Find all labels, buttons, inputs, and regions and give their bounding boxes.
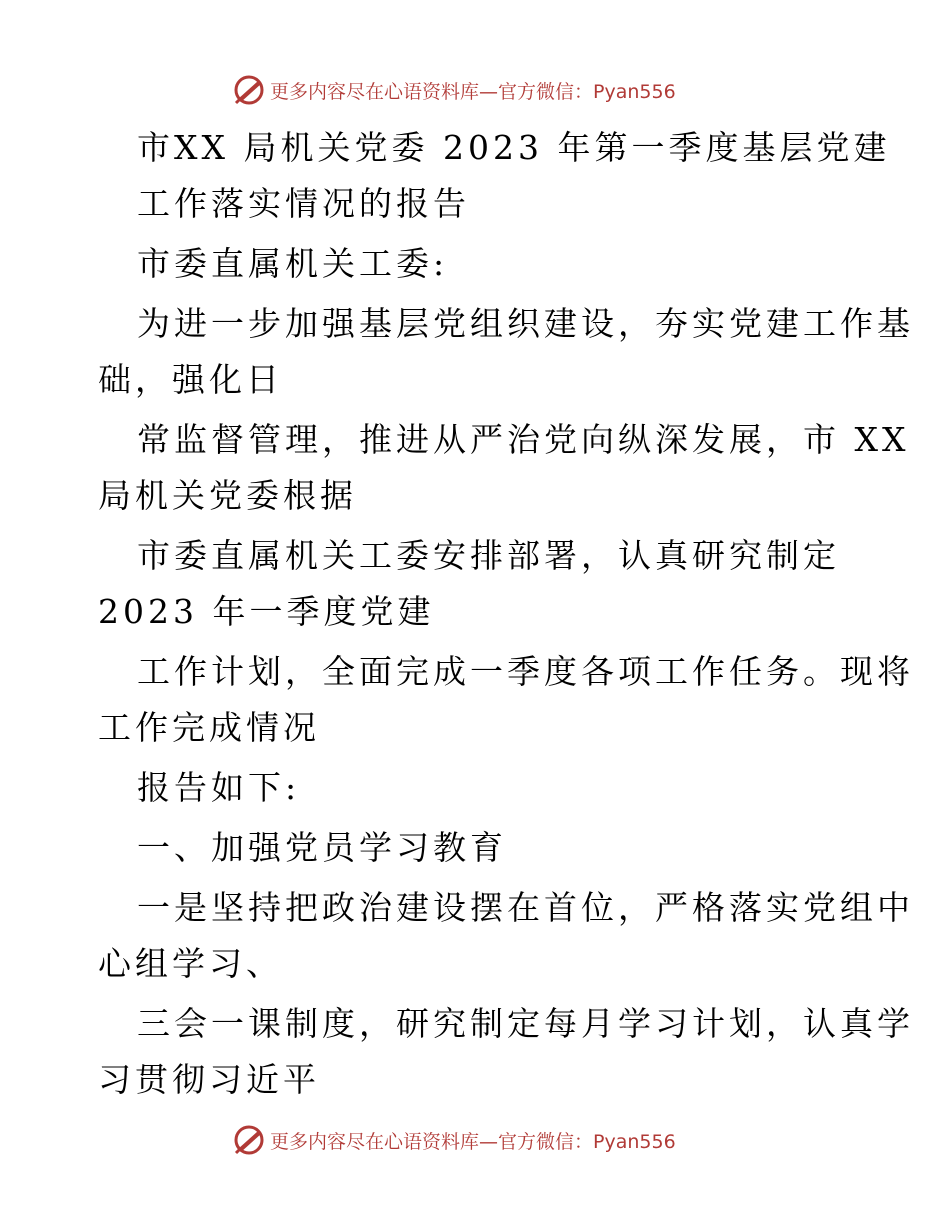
doc-recipient: 市委直属机关工委:	[137, 244, 449, 283]
doc-paragraph-line: 习贯彻习近平	[98, 1060, 320, 1099]
doc-paragraph-line: 三会一课制度，研究制定每月学习计划，认真学	[137, 1004, 914, 1043]
pen-logo-icon	[232, 73, 266, 107]
doc-paragraph-line: 础，强化日	[98, 360, 283, 399]
doc-paragraph-line: 市委直属机关工委安排部署，认真研究制定	[137, 536, 840, 575]
watermark-text: 更多内容尽在心语资料库	[270, 1130, 480, 1153]
doc-paragraph-line: 心组学习、	[98, 944, 283, 983]
doc-paragraph-line: 工作计划，全面完成一季度各项工作任务。现将	[137, 652, 914, 691]
doc-paragraph-line: 2023 年一季度党建	[98, 592, 435, 631]
watermark-wechat: —官方微信：Pyan556	[479, 1130, 676, 1153]
header-watermark-banner	[0, 70, 950, 110]
doc-title-line-1: 市XX 局机关党委 2023 年第一季度基层党建	[137, 128, 891, 167]
doc-paragraph-line: 报告如下:	[137, 768, 301, 807]
footer-watermark-banner	[0, 1120, 950, 1160]
doc-paragraph-line: 局机关党委根据	[98, 476, 357, 515]
watermark-text: 更多内容尽在心语资料库	[270, 80, 480, 103]
watermark-wechat: —官方微信：Pyan556	[479, 80, 676, 103]
doc-paragraph-line: 为进一步加强基层党组织建设，夯实党建工作基	[137, 304, 914, 343]
pen-logo-icon	[232, 1123, 266, 1157]
doc-section-heading: 一、加强党员学习教育	[137, 828, 507, 867]
doc-paragraph-line: 工作完成情况	[98, 708, 320, 747]
doc-title-line-2: 工作落实情况的报告	[137, 184, 470, 223]
doc-paragraph-line: 常监督管理，推进从严治党向纵深发展，市 XX	[137, 420, 910, 459]
doc-paragraph-line: 一是坚持把政治建设摆在首位，严格落实党组中	[137, 888, 914, 927]
